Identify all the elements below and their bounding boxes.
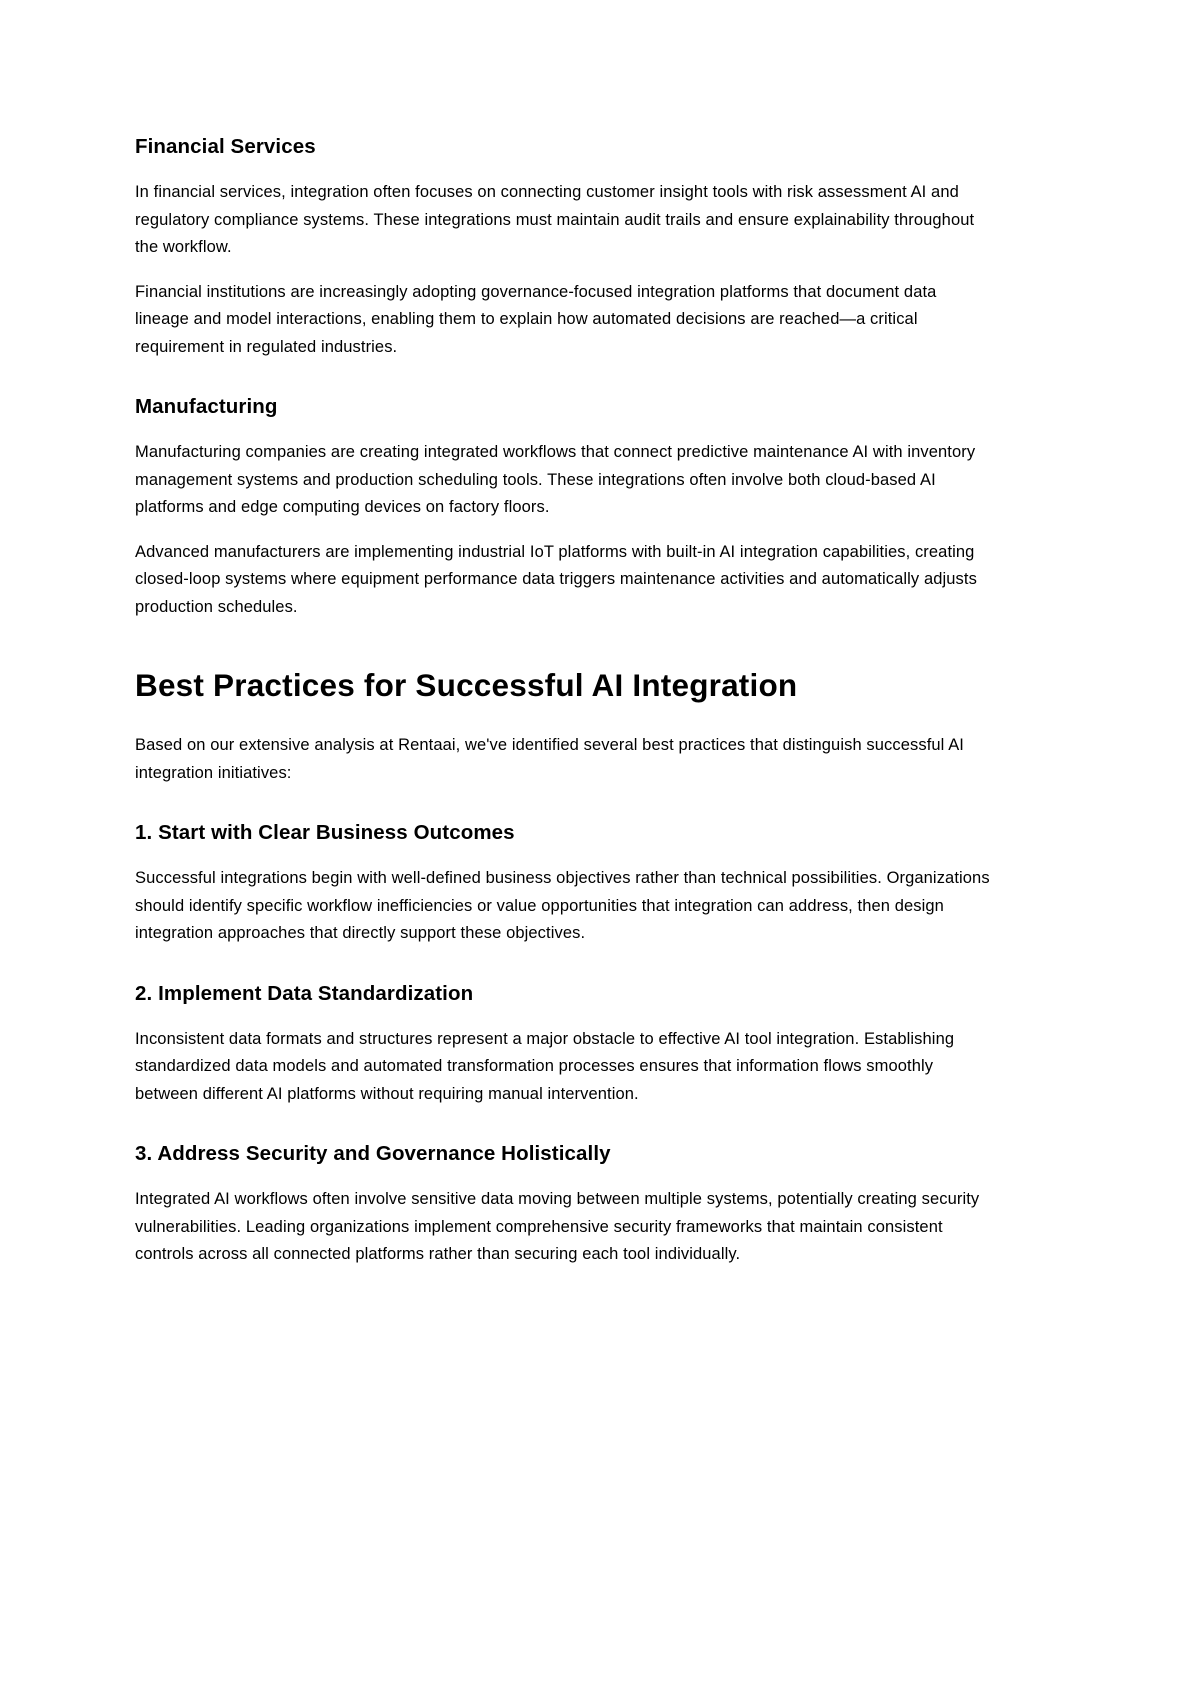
heading-business-outcomes: 1. Start with Clear Business Outcomes — [135, 821, 515, 844]
paragraph-business-outcomes: Successful integrations begin with well-defined business objectives rather than technical possibilities. Organizations should identify specific workflow inefficiencies or value opportunities that integration can address, then design integration approaches that directly support these objectives. — [135, 869, 990, 942]
paragraph-security-governance: Integrated AI workflows often involve sensitive data moving between multiple systems, potentially creating security vulnerabilities. Leading organizations implement comprehensive security frameworks that maintain consistent controls across all connected platforms rather than securing each tool individually. — [135, 1190, 980, 1263]
heading-manufacturing: Manufacturing — [135, 395, 278, 418]
heading-security-governance: 3. Address Security and Governance Holistically — [135, 1142, 611, 1165]
paragraph-financial-services-2: Financial institutions are increasingly adopting governance-focused integration platforms that document data lineage and model interactions, enabling them to explain how automated decisions are reached—a critical requirement in regulated industries. — [135, 282, 937, 356]
heading-financial-services: Financial Services — [135, 135, 316, 158]
paragraph-data-standardization: Inconsistent data formats and structures represent a major obstacle to effective AI tool integration. Establishing standardized data models and automated transformation processes ensures that information flows smoothly between different AI platforms without requiring manual intervention. — [135, 1029, 955, 1103]
document-content — [135, 135, 991, 1286]
paragraph-best-practices-intro: Based on our extensive analysis at Rentaai, we've identified several best practices that distinguish successful AI integration initiatives: — [135, 736, 964, 782]
paragraph-financial-services-1: In financial services, integration often focuses on connecting customer insight tools with risk assessment AI and regulatory compliance systems. These integrations must maintain audit trails and ensure explainability throughout the workflow. — [135, 183, 975, 256]
heading-best-practices: Best Practices for Successful AI Integration — [135, 667, 798, 703]
heading-data-standardization: 2. Implement Data Standardization — [135, 981, 474, 1005]
paragraph-manufacturing-2: Advanced manufacturers are implementing industrial IoT platforms with built-in AI integration capabilities, creating closed-loop systems where equipment performance data triggers maintenance activities and automatically adjusts production schedules. — [135, 542, 977, 616]
paragraph-manufacturing-1: Manufacturing companies are creating integrated workflows that connect predictive maintenance AI with inventory management systems and production scheduling tools. These integrations often involve both cloud-based AI platforms and edge computing devices on factory floors. — [135, 443, 976, 516]
